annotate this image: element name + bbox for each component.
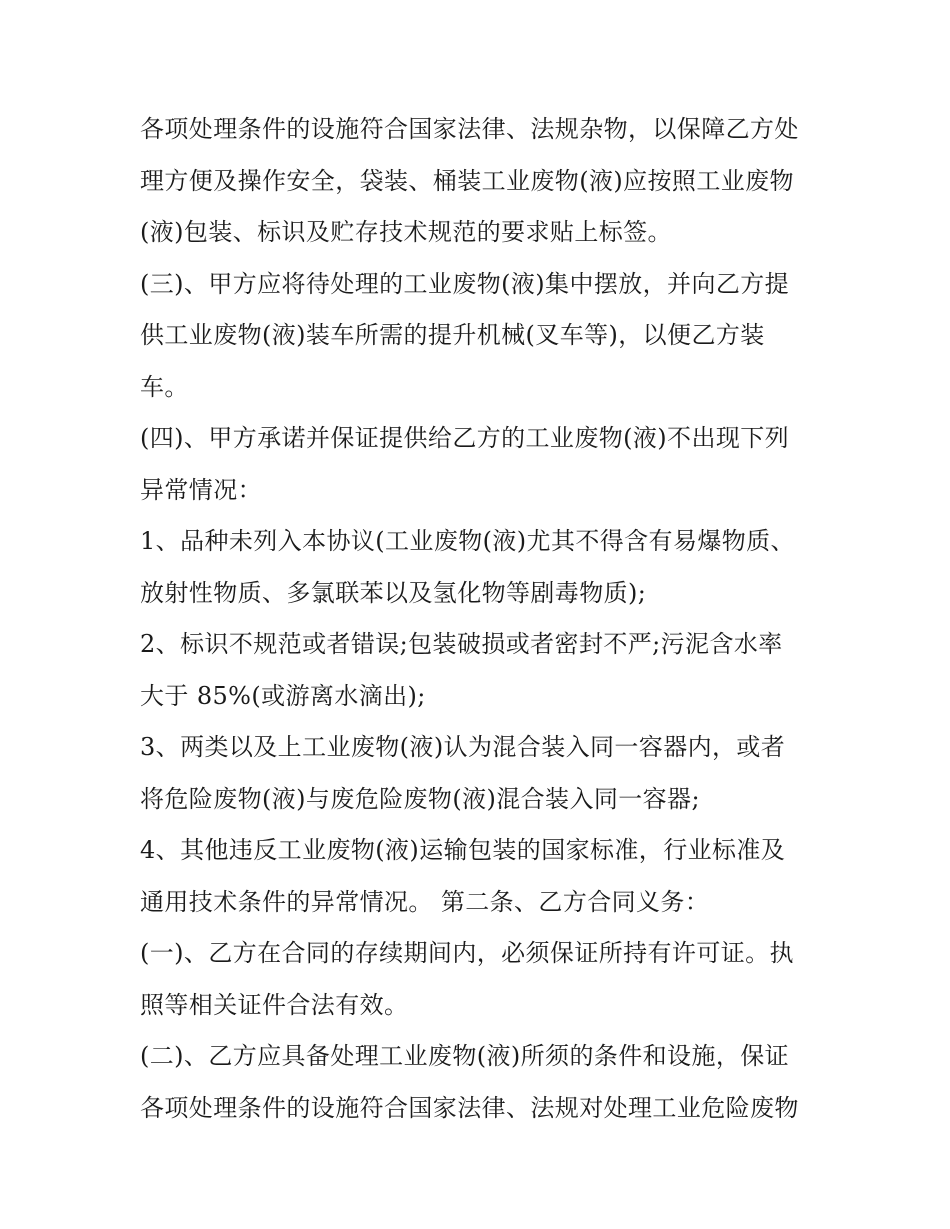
document-body — [140, 104, 820, 1134]
text-line: 3、两类以及上工业废物(液)认为混合装入同一容器内，或者 — [140, 733, 786, 761]
text-line: 2、标识不规范或者错误;包装破损或者密封不严;污泥含水率 — [140, 630, 783, 658]
text-line: 车。 — [140, 372, 189, 401]
text-line: 各项处理条件的设施符合国家法律、法规杂物，以保障乙方处 — [140, 115, 799, 143]
text-line: (三)、甲方应将待处理的工业废物(液)集中摆放，并向乙方提 — [140, 269, 790, 298]
text-line: (四)、甲方承诺并保证提供给乙方的工业废物(液)不出现下列 — [140, 424, 790, 452]
text-line: 照等相关证件合法有效。 — [140, 990, 409, 1019]
text-line: (液)包装、标识及贮存技术规范的要求贴上标签。 — [140, 218, 672, 246]
text-line: 通用技术条件的异常情况。 第二条、乙方合同义务： — [140, 887, 710, 916]
text-line: 理方便及操作安全，袋装、桶装工业废物(液)应按照工业废物 — [140, 166, 794, 195]
text-line: 异常情况： — [140, 475, 262, 504]
text-line: 1、品种未列入本协议(工业废物(液)尤其不得含有易爆物质、 — [140, 527, 795, 555]
text-line: 大于 85%(或游离水滴出); — [140, 681, 426, 710]
text-line: (二)、乙方应具备处理工业废物(液)所须的条件和设施，保证 — [140, 1042, 790, 1070]
text-line: 供工业废物(液)装车所需的提升机械(叉车等)，以便乙方装 — [140, 321, 765, 349]
text-line: 将危险废物(液)与废危险废物(液)混合装入同一容器; — [140, 784, 700, 813]
text-line: 4、其他违反工业废物(液)运输包装的国家标准，行业标准及 — [140, 836, 786, 864]
text-line: (一)、乙方在合同的存续期间内，必须保证所持有许可证。执 — [140, 939, 794, 967]
text-line: 各项处理条件的设施符合国家法律、法规对处理工业危险废物 — [140, 1093, 799, 1122]
text-line: 放射性物质、多氯联苯以及氢化物等剧毒物质); — [140, 578, 647, 607]
